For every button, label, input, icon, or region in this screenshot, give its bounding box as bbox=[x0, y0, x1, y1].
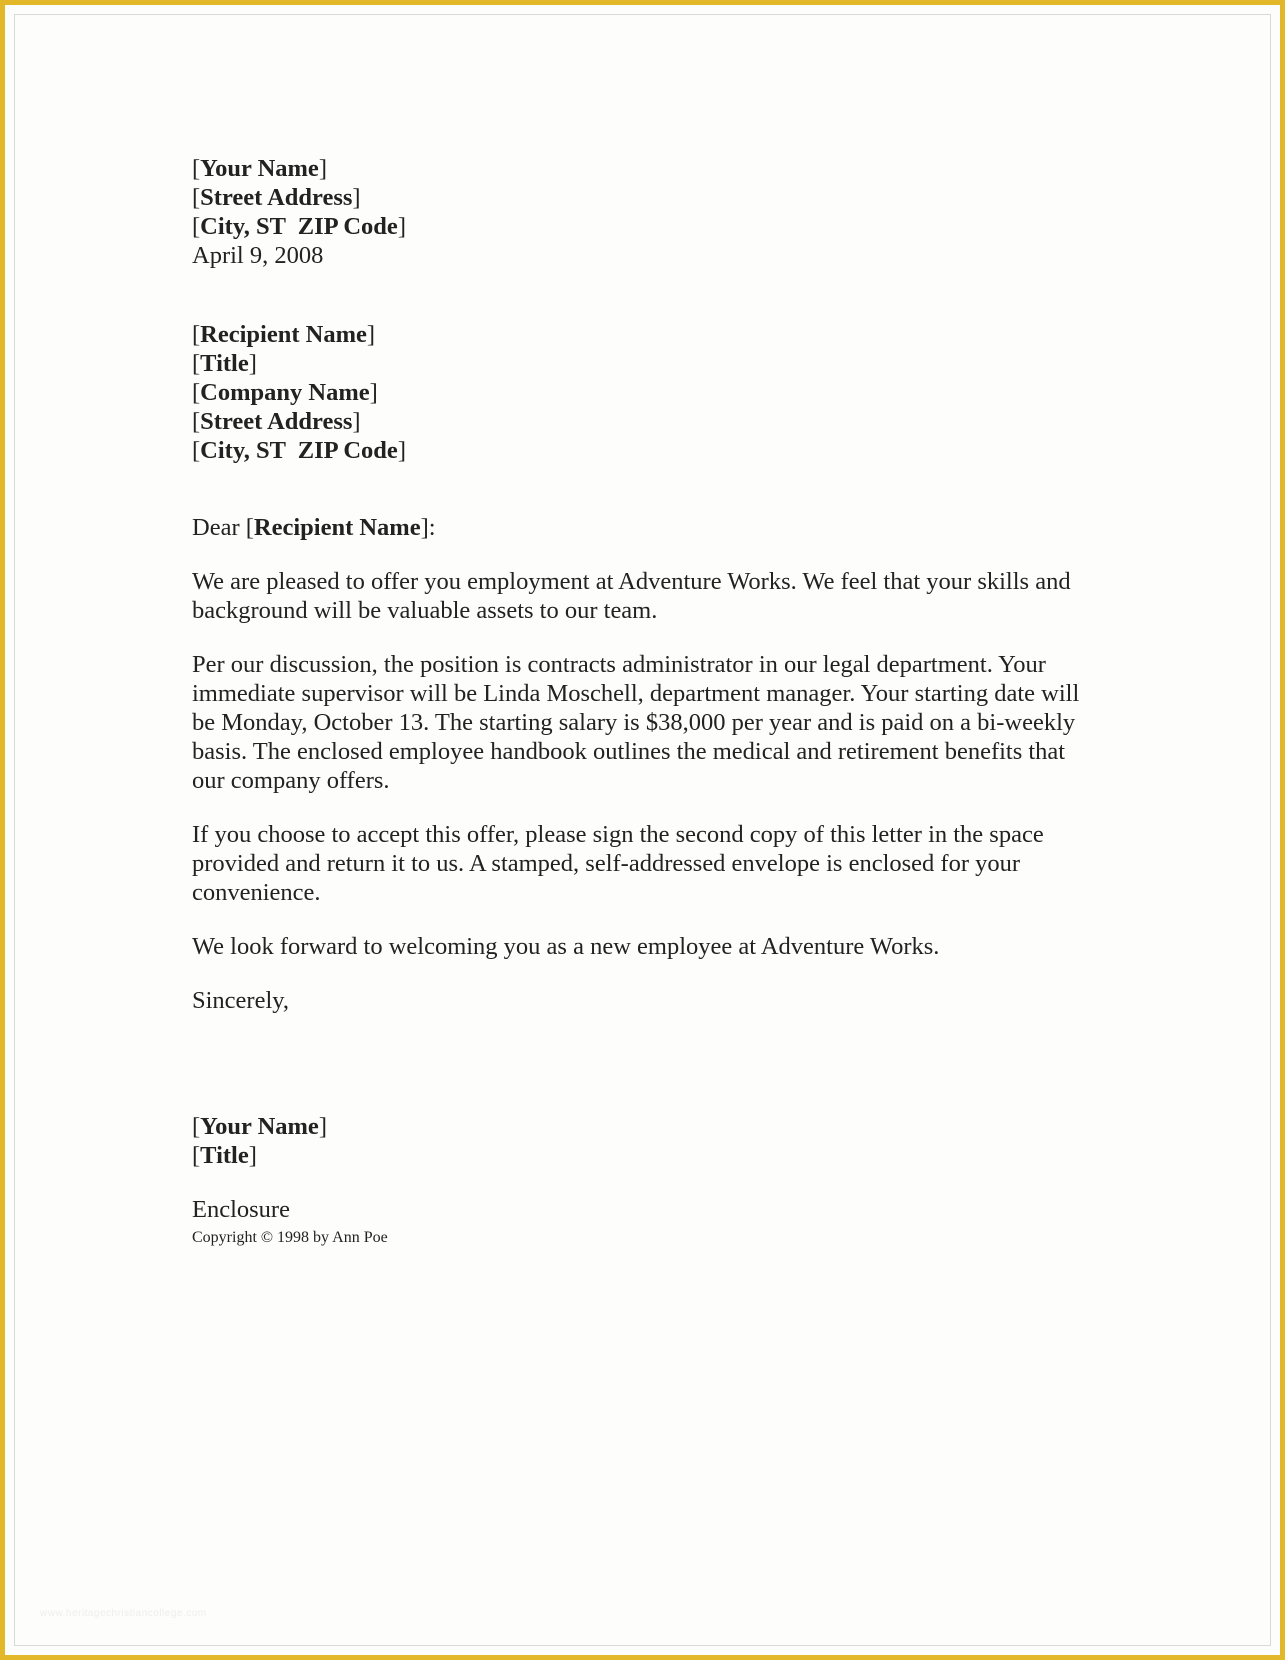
salutation-name: Recipient Name bbox=[253, 514, 421, 541]
sender-city: City, ST ZIP Code bbox=[200, 213, 398, 240]
recipient-title-line: [Title] bbox=[192, 350, 257, 377]
enclosure-note: Enclosure bbox=[192, 1196, 290, 1223]
body-paragraph-1: We are pleased to offer you employment at Adventure Works. We feel that your skills and background will be valuable assets to our team. bbox=[192, 568, 1071, 624]
recipient-city-line: [City, ST ZIP Code] bbox=[192, 437, 406, 464]
salutation-suffix: ]: bbox=[420, 514, 436, 541]
sender-name-line: [Your Name] bbox=[192, 155, 327, 182]
body-paragraph-2: Per our discussion, the position is contracts administrator in our legal department. Your immediate supervisor will be Linda Moschell, department manager. Your starting date will be Monday, October 13. The starting salary is $38,000 per year and is paid on a bi-weekly basis. The enclosed employee handbook outlines the medical and retirement benefits that our company offers. bbox=[192, 651, 1080, 794]
recipient-city: City, ST ZIP Code bbox=[200, 437, 398, 464]
salutation-prefix: Dear [ bbox=[192, 514, 254, 541]
recipient-street: Street Address bbox=[200, 408, 353, 435]
letter-date: April 9, 2008 bbox=[192, 242, 324, 269]
body-paragraph-4: We look forward to welcoming you as a new employee at Adventure Works. bbox=[192, 933, 940, 960]
signature-title: Title bbox=[200, 1142, 249, 1169]
sender-street: Street Address bbox=[200, 184, 353, 211]
closing: Sincerely, bbox=[192, 987, 290, 1014]
signature-title-line: [Title] bbox=[192, 1142, 257, 1169]
signature-block bbox=[192, 1112, 1092, 1170]
sender-street-line: [Street Address] bbox=[192, 184, 361, 211]
recipient-company: Company Name bbox=[200, 379, 370, 406]
recipient-company-line: [Company Name] bbox=[192, 379, 378, 406]
copyright-notice: Copyright © 1998 by Ann Poe bbox=[192, 1229, 388, 1246]
watermark: www.heritagechristiancollege.com bbox=[40, 1608, 207, 1619]
signature-name: Your Name bbox=[200, 1113, 319, 1140]
sender-block bbox=[192, 154, 1092, 270]
recipient-street-line: [Street Address] bbox=[192, 408, 361, 435]
salutation bbox=[192, 513, 1092, 542]
body-paragraph-3: If you choose to accept this offer, please sign the second copy of this letter in the space provided and return it to us. A stamped, self-addressed envelope is enclosed for your convenience. bbox=[192, 821, 1044, 906]
sender-name: Your Name bbox=[200, 155, 319, 182]
signature-name-line: [Your Name] bbox=[192, 1113, 327, 1140]
recipient-name: Recipient Name bbox=[200, 321, 367, 348]
recipient-name-line: [Recipient Name] bbox=[192, 321, 376, 348]
recipient-title: Title bbox=[200, 350, 249, 377]
sender-city-line: [City, ST ZIP Code] bbox=[192, 213, 406, 240]
recipient-block bbox=[192, 320, 1092, 465]
letter-body bbox=[192, 154, 1092, 1248]
signature-space bbox=[192, 1015, 1092, 1112]
